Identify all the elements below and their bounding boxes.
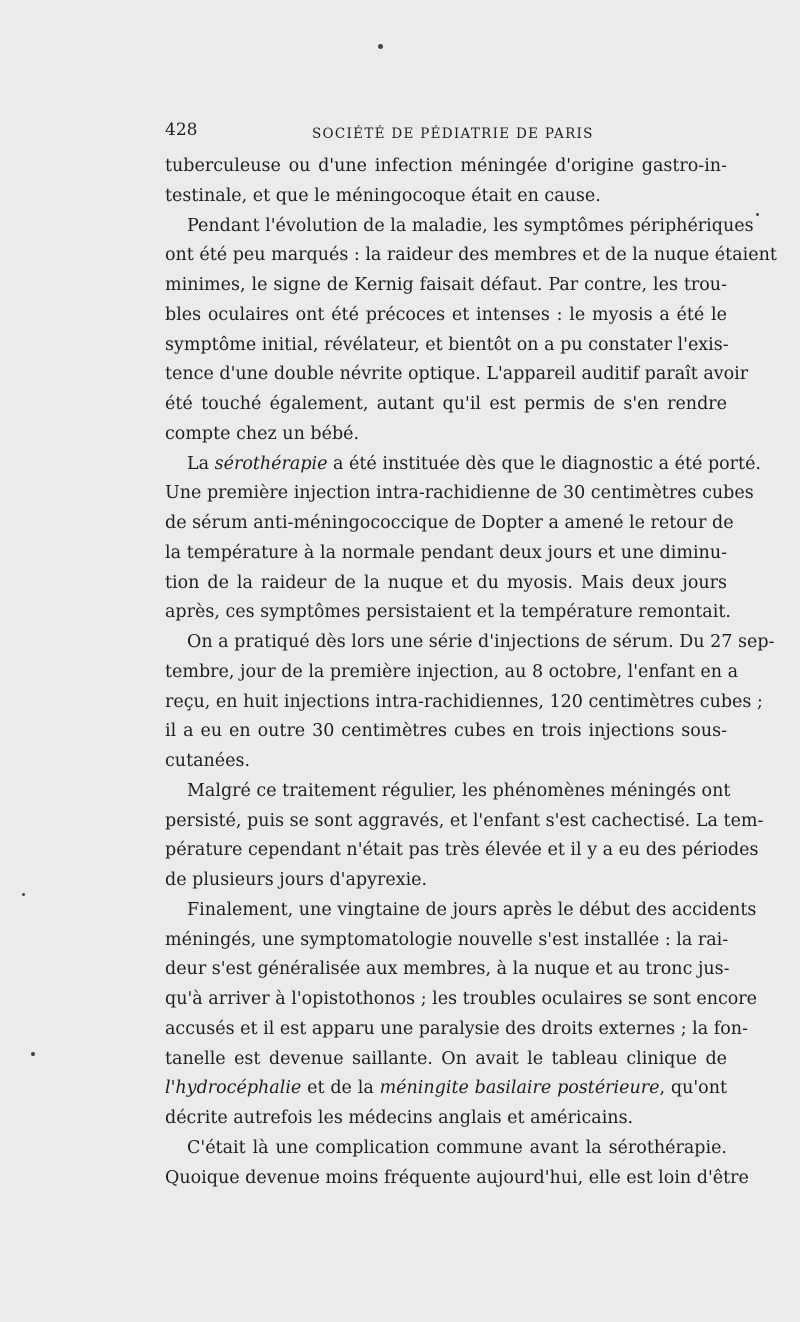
text-line: qu'à arriver à l'opistothonos ; les troubles oculaires se sont encore (165, 989, 758, 1009)
text-line: tanelle est devenue saillante. On avait le tableau clinique de (165, 1048, 727, 1069)
text-line: tuberculeuse ou d'une infection méningée d'origine gastro-in- (165, 156, 727, 176)
ink-speck (756, 213, 759, 216)
paragraph (165, 896, 758, 1134)
text-line: minimes, le signe de Kernig faisait défaut. Par contre, les trou- (165, 275, 727, 295)
paragraph (165, 212, 777, 450)
text-line: reçu, en huit injections intra-rachidiennes, 120 centimètres cubes ; (165, 691, 763, 712)
paragraph (165, 152, 727, 212)
text-line: pérature cependant n'était pas très élevée et il y a eu des périodes (165, 840, 759, 861)
text-line: méningés, une symptomatologie nouvelle s'est installée : la rai- (165, 929, 729, 950)
text-line: accusés et il est apparu une paralysie des droits externes ; la fon- (165, 1018, 748, 1039)
text-line: cutanées. (165, 751, 251, 771)
text-line: La sérothérapie a été instituée dès que le diagnostic a été porté. (187, 453, 761, 474)
italic-term: sérothérapie (214, 453, 328, 474)
text-line: tembre, jour de la première injection, au 8 octobre, l'enfant en a (165, 661, 739, 682)
text-line: symptôme initial, révélateur, et bientôt on a pu constater l'exis- (165, 334, 729, 355)
text-line: l'hydrocéphalie et de la méningite basilaire postérieure, qu'ont (165, 1078, 728, 1099)
text-line: bles oculaires ont été précoces et intenses : le myosis a été le (165, 304, 727, 325)
text-line: Une première injection intra-rachidienne de 30 centimètres cubes (165, 483, 754, 504)
text-line: testinale, et que le méningocoque était en cause. (165, 185, 601, 206)
body-text (165, 152, 777, 1193)
paragraph (165, 1134, 749, 1194)
text-line: Quoique devenue moins fréquente aujourd'hui, elle est loin d'être (165, 1167, 749, 1188)
text-line: été touché également, autant qu'il est permis de s'en rendre (165, 394, 727, 414)
italic-term: méningite basilaire postérieure (379, 1078, 660, 1099)
ink-speck (31, 1052, 35, 1056)
text-line: de plusieurs jours d'apyrexie. (165, 870, 428, 890)
running-head: SOCIÉTÉ DE PÉDIATRIE DE PARIS (312, 126, 594, 142)
text-line: compte chez un bébé. (165, 423, 360, 444)
page-number: 428 (165, 120, 198, 140)
text-line: On a pratiqué dès lors une série d'injections de sérum. Du 27 sep- (187, 632, 775, 652)
text-line: deur s'est généralisée aux membres, à la nuque et au tronc jus- (165, 959, 730, 980)
text-line: Finalement, une vingtaine de jours après le début des accidents (187, 899, 757, 920)
text-line: tion de la raideur de la nuque et du myosis. Mais deux jours (165, 572, 727, 593)
text-line: C'était là une complication commune avant la sérothérapie. (187, 1137, 727, 1158)
text-line: après, ces symptômes persistaient et la température remontait. (165, 602, 731, 623)
paragraph (165, 777, 764, 896)
ink-speck (378, 44, 383, 49)
paragraph (165, 628, 775, 777)
ink-speck (22, 893, 25, 896)
text-line: ont été peu marqués : la raideur des membres et de la nuque étaient (165, 245, 777, 266)
text-line: Malgré ce traitement régulier, les phénomènes méningés ont (187, 780, 731, 801)
text-line: décrite autrefois les médecins anglais et américains. (165, 1108, 634, 1128)
text-line: Pendant l'évolution de la maladie, les symptômes périphériques (187, 215, 754, 236)
text-line: la température à la normale pendant deux jours et une diminu- (165, 542, 727, 563)
text-line: de sérum anti-méningococcique de Dopter a amené le retour de (165, 513, 734, 533)
text-line: il a eu en outre 30 centimètres cubes en trois injections sous- (165, 721, 727, 742)
paragraph (165, 450, 761, 629)
text-line: persisté, puis se sont aggravés, et l'enfant s'est cachectisé. La tem- (165, 810, 764, 831)
text-line: tence d'une double névrite optique. L'appareil auditif paraît avoir (165, 364, 749, 385)
italic-term: l'hydrocéphalie (165, 1078, 302, 1099)
